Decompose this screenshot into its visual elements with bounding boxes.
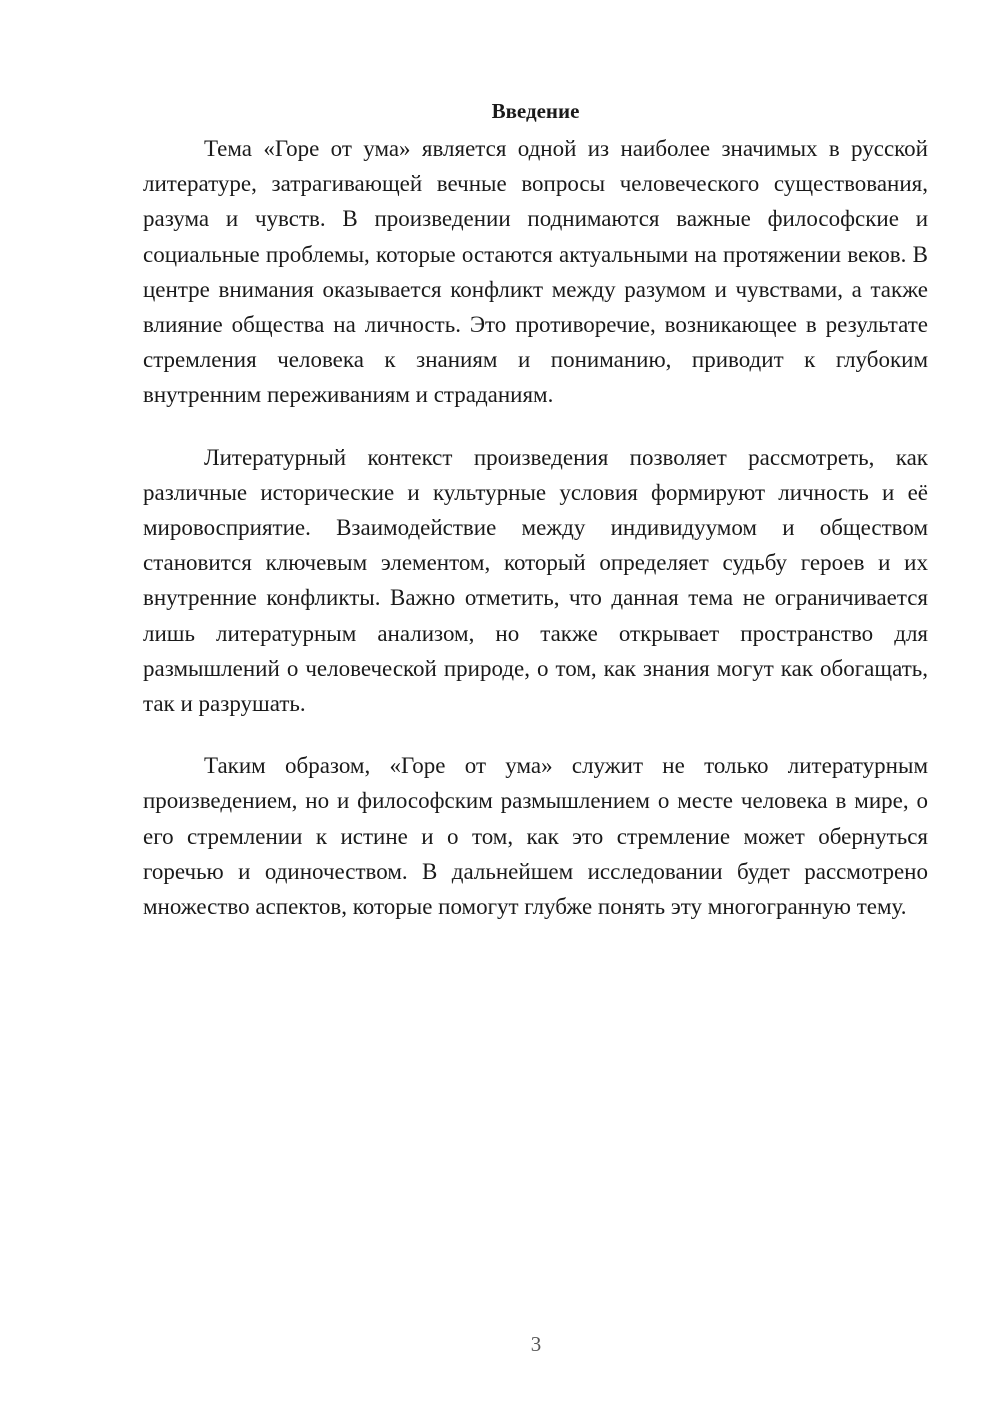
section-heading: Введение: [491, 99, 580, 123]
paragraph-1: Тема «Горе от ума» является одной из наиболее значимых в русской литературе, затрагивающей вечные вопросы человеческого существования, разума и чувств. В произведении поднимаются важные философские и социальные проблемы, которые остаются актуальными на протяжении веков. В центре внимания оказывается конфликт между разумом и чувствами, а также влияние общества на личность. Это противоречие, возникающее в результате стремления человека к знаниям и пониманию, приводит к глубоким внутренним переживаниям и страданиям.: [143, 136, 928, 408]
page-content: [143, 93, 928, 924]
paragraph-2: Литературный контекст произведения позволяет рассмотреть, как различные исторические и культурные условия формируют личность и её мировосприятие. Взаимодействие между индивидуумом и обществом становится ключевым элементом, который определяет судьбу героев и их внутренние конфликты. Важно отметить, что данная тема не ограничивается лишь литературным анализом, но также открывает пространство для размышлений о человеческой природе, о том, как знания могут как обогащать, так и разрушать.: [143, 444, 928, 717]
page-number: 3: [530, 1332, 542, 1356]
paragraph-3: Таким образом, «Горе от ума» служит не только литературным произведением, но и философским размышлением о месте человека в мире, о его стремлении к истине и о том, как это стремление может обернуться горечью и одиночеством. В дальнейшем исследовании будет рассмотрено множество аспектов, которые помогут глубже понять эту многогранную тему.: [143, 753, 928, 920]
